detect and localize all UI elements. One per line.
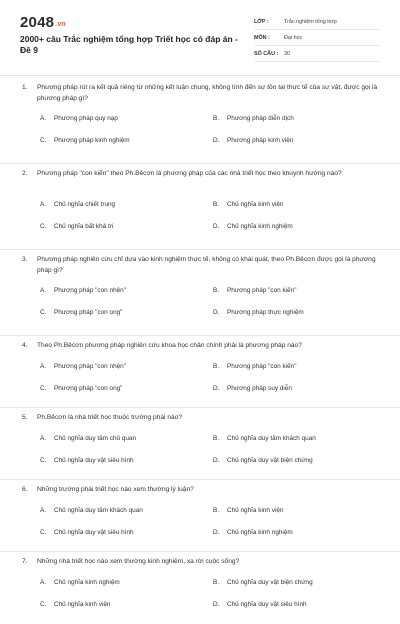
option-letter: A. bbox=[40, 579, 47, 586]
question-number: 5. bbox=[22, 414, 28, 421]
question-text bbox=[22, 341, 380, 352]
option-letter: C. bbox=[40, 223, 47, 230]
option-b[interactable] bbox=[213, 506, 284, 515]
option-b[interactable] bbox=[213, 362, 297, 371]
meta-key: MÔN : bbox=[254, 34, 270, 41]
option-d[interactable] bbox=[213, 456, 313, 465]
option-text: Chủ nghĩa duy tâm chủ quan bbox=[54, 435, 137, 442]
option-letter: C. bbox=[40, 137, 47, 144]
question-text bbox=[22, 485, 380, 496]
document-title: 2000+ câu Trắc nghiệm tổng hợp Triết học có đáp án - Đề 9 bbox=[20, 34, 238, 55]
option-letter: B. bbox=[213, 579, 220, 586]
option-letter: D. bbox=[213, 385, 220, 392]
option-d[interactable] bbox=[213, 222, 293, 231]
question-text bbox=[22, 255, 380, 276]
option-text: Phương pháp kinh viện bbox=[227, 137, 294, 144]
option-text: Chủ nghĩa kinh viện bbox=[227, 507, 284, 514]
meta-value: Đại học bbox=[284, 34, 303, 41]
option-text: Phương pháp "con nhện" bbox=[54, 287, 126, 294]
option-text: Phương pháp "con kiến" bbox=[227, 363, 297, 370]
option-letter: B. bbox=[213, 201, 220, 208]
meta-value: Trắc nghiệm tổng hợp bbox=[284, 18, 337, 25]
question-text bbox=[22, 557, 380, 568]
question-body: Những trường phái triết học nào xem thường lý luận? bbox=[37, 486, 194, 493]
option-c[interactable] bbox=[40, 136, 130, 145]
option-c[interactable] bbox=[40, 222, 113, 231]
option-letter: B. bbox=[213, 287, 220, 294]
option-b[interactable] bbox=[213, 434, 316, 443]
meta-key: SỐ CÂU : bbox=[254, 50, 279, 57]
meta-row-count bbox=[254, 46, 380, 62]
question-number: 1. bbox=[22, 84, 28, 91]
option-text: Chủ nghĩa duy vật siêu hình bbox=[54, 529, 134, 536]
option-letter: D. bbox=[213, 309, 220, 316]
question-text bbox=[22, 83, 380, 104]
option-letter: A. bbox=[40, 201, 47, 208]
option-text: Phương pháp "con nhện" bbox=[54, 363, 126, 370]
option-a[interactable] bbox=[40, 578, 120, 587]
document-header bbox=[0, 0, 400, 76]
meta-row-class bbox=[254, 14, 380, 30]
option-c[interactable] bbox=[40, 308, 122, 317]
option-d[interactable] bbox=[213, 308, 304, 317]
option-text: Chủ nghĩa duy vật siêu hình bbox=[54, 457, 134, 464]
logo-main: 2048 bbox=[20, 14, 55, 31]
question-body: Phương pháp nghiên cứu chỉ dựa vào kinh nghiệm thực tế, không có khái quát, theo Ph.Bêcơn được gọi là phương pháp gì? bbox=[37, 256, 376, 274]
meta-value: 30 bbox=[284, 50, 290, 57]
option-letter: C. bbox=[40, 457, 47, 464]
option-text: Chủ nghĩa kinh nghiệm bbox=[54, 579, 120, 586]
question-body: Theo Ph.Bêcơn phương pháp nghiên cứu khoa học chân chính phải là phương pháp nào? bbox=[37, 342, 302, 349]
option-text: Phương pháp thực nghiệm bbox=[227, 309, 304, 316]
option-a[interactable] bbox=[40, 114, 118, 123]
option-d[interactable] bbox=[213, 136, 293, 145]
question-number: 4. bbox=[22, 342, 28, 349]
option-letter: D. bbox=[213, 223, 220, 230]
option-a[interactable] bbox=[40, 506, 143, 515]
option-d[interactable] bbox=[213, 384, 292, 393]
option-letter: B. bbox=[213, 115, 220, 122]
option-letter: D. bbox=[213, 137, 220, 144]
option-a[interactable] bbox=[40, 362, 126, 371]
option-letter: A. bbox=[40, 507, 47, 514]
option-letter: C. bbox=[40, 309, 47, 316]
option-b[interactable] bbox=[213, 286, 297, 295]
option-text: Phương pháp diễn dịch bbox=[227, 115, 294, 122]
option-a[interactable] bbox=[40, 434, 136, 443]
option-b[interactable] bbox=[213, 200, 284, 209]
question-number: 3. bbox=[22, 256, 28, 263]
question-text bbox=[22, 169, 380, 180]
option-c[interactable] bbox=[40, 384, 122, 393]
logo-suffix: .vn bbox=[55, 21, 66, 28]
option-letter: A. bbox=[40, 435, 47, 442]
option-text: Chủ nghĩa kinh viện bbox=[54, 601, 111, 608]
option-letter: A. bbox=[40, 287, 47, 294]
option-text: Chủ nghĩa bất khả tri bbox=[54, 223, 114, 230]
option-text: Phương pháp "con ong" bbox=[54, 309, 123, 316]
option-c[interactable] bbox=[40, 600, 111, 609]
option-a[interactable] bbox=[40, 200, 115, 209]
question-item bbox=[0, 250, 400, 336]
option-letter: A. bbox=[40, 363, 47, 370]
question-body: Ph.Bêcơn là nhà triết học thuộc trường phái nào? bbox=[37, 414, 183, 421]
question-body: Những nhà triết học nào xem thường kinh nghiệm, xa rời cuộc sống? bbox=[37, 558, 240, 565]
question-item bbox=[0, 408, 400, 480]
option-letter: C. bbox=[40, 601, 47, 608]
option-letter: D. bbox=[213, 601, 220, 608]
option-text: Phương pháp suy diễn bbox=[227, 385, 292, 392]
site-logo[interactable] bbox=[20, 14, 66, 31]
option-text: Chủ nghĩa kinh nghiệm bbox=[227, 223, 293, 230]
option-text: Phương pháp "con ong" bbox=[54, 385, 123, 392]
option-text: Phương pháp "con kiến" bbox=[227, 287, 297, 294]
option-d[interactable] bbox=[213, 528, 293, 537]
question-number: 7. bbox=[22, 558, 28, 565]
option-text: Chủ nghĩa duy vật biện chứng bbox=[227, 579, 313, 586]
option-letter: D. bbox=[213, 529, 220, 536]
option-b[interactable] bbox=[213, 114, 294, 123]
option-text: Chủ nghĩa duy vật siêu hình bbox=[227, 601, 307, 608]
question-item bbox=[0, 164, 400, 250]
option-text: Chủ nghĩa kinh viện bbox=[227, 201, 284, 208]
meta-key: LỚP : bbox=[254, 18, 269, 25]
question-item bbox=[0, 480, 400, 552]
option-letter: A. bbox=[40, 115, 47, 122]
option-b[interactable] bbox=[213, 578, 313, 587]
question-list bbox=[0, 78, 400, 624]
option-letter: B. bbox=[213, 363, 220, 370]
meta-row-subject bbox=[254, 30, 380, 46]
option-d[interactable] bbox=[213, 600, 307, 609]
option-a[interactable] bbox=[40, 286, 126, 295]
question-item bbox=[0, 336, 400, 408]
question-item bbox=[0, 552, 400, 624]
option-letter: C. bbox=[40, 385, 47, 392]
option-c[interactable] bbox=[40, 528, 134, 537]
option-text: Chủ nghĩa duy tâm khách quan bbox=[227, 435, 316, 442]
option-text: Phương pháp kinh nghiệm bbox=[54, 137, 130, 144]
option-text: Chủ nghĩa kinh nghiệm bbox=[227, 529, 293, 536]
question-body: Phương pháp "con kiến" theo Ph.Bêcơn là phương pháp của các nhà triết học theo khuynh hướng nào? bbox=[37, 170, 342, 177]
option-text: Chủ nghĩa duy tâm khách quan bbox=[54, 507, 143, 514]
option-letter: C. bbox=[40, 529, 47, 536]
option-text: Phương pháp quy nạp bbox=[54, 115, 118, 122]
option-letter: D. bbox=[213, 457, 220, 464]
question-text bbox=[22, 413, 380, 424]
question-item bbox=[0, 78, 400, 164]
question-body: Phương pháp rút ra kết quả riêng từ những kết luận chung, không tính đến sự tồn tại thực tế của sự vật, được gọi là phương pháp gì? bbox=[37, 84, 378, 102]
option-c[interactable] bbox=[40, 456, 134, 465]
option-text: Chủ nghĩa chiết trung bbox=[54, 201, 116, 208]
option-letter: B. bbox=[213, 435, 220, 442]
option-text: Chủ nghĩa duy vật biện chứng bbox=[227, 457, 313, 464]
question-number: 2. bbox=[22, 170, 28, 177]
meta-info bbox=[254, 14, 380, 62]
option-letter: B. bbox=[213, 507, 220, 514]
question-number: 6. bbox=[22, 486, 28, 493]
